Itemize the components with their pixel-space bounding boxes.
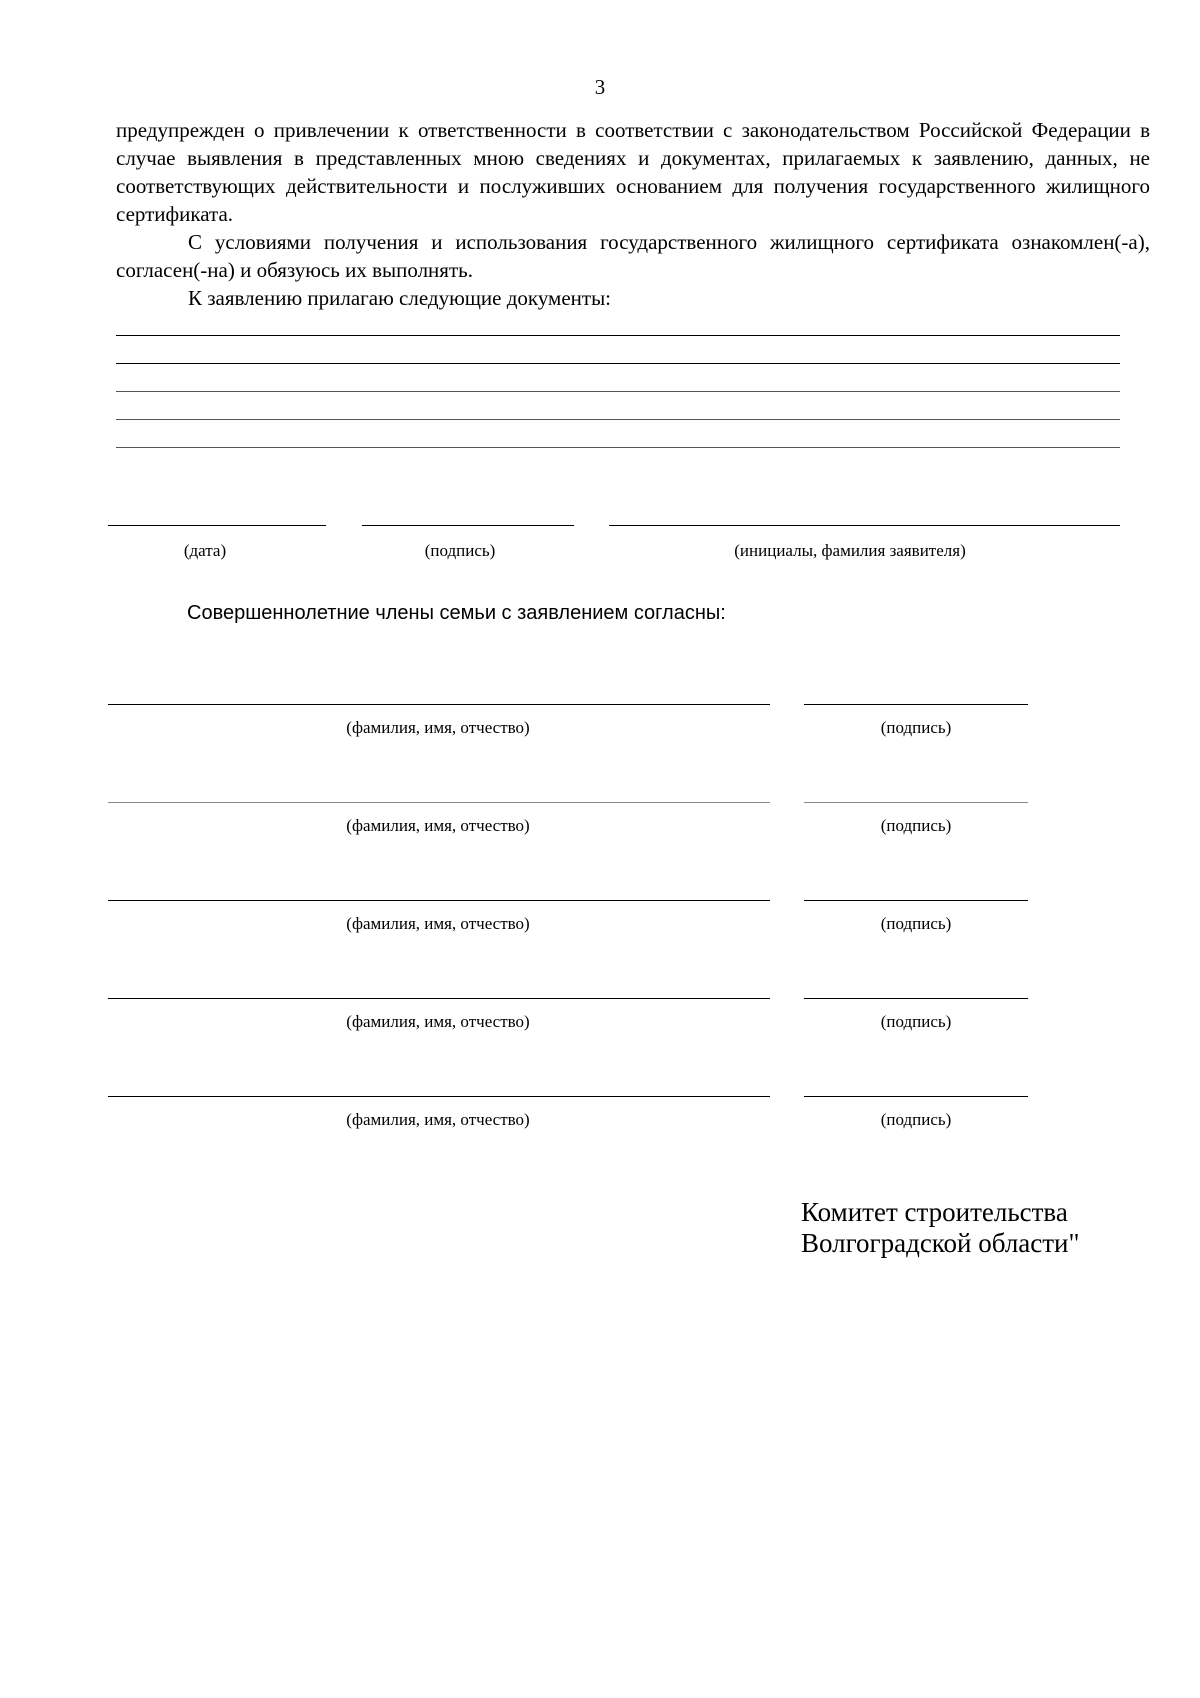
- applicant-name-line[interactable]: [609, 525, 1120, 526]
- family-member-name-line[interactable]: [108, 998, 770, 999]
- attachments-heading: К заявлению прилагаю следующие документы:: [188, 286, 612, 310]
- family-member-name-line[interactable]: [108, 900, 770, 901]
- attachment-line[interactable]: [116, 447, 1120, 448]
- applicant-name-caption: (инициалы, фамилия заявителя): [734, 541, 966, 560]
- attachment-line[interactable]: [116, 391, 1120, 392]
- family-member-name-caption: (фамилия, имя, отчество): [346, 718, 530, 737]
- date-caption: (дата): [183, 541, 227, 560]
- family-member-name-line[interactable]: [108, 802, 770, 803]
- family-member-signature-line[interactable]: [804, 704, 1028, 705]
- family-member-signature-line[interactable]: [804, 802, 1028, 803]
- family-member-signature-line[interactable]: [804, 900, 1028, 901]
- family-member-signature-line[interactable]: [804, 1096, 1028, 1097]
- family-member-signature-caption: (подпись): [880, 1110, 952, 1129]
- committee-line-2: Волгоградской области": [801, 1228, 1080, 1258]
- family-member-name-line[interactable]: [108, 704, 770, 705]
- family-member-name-caption: (фамилия, имя, отчество): [346, 816, 530, 835]
- date-line[interactable]: [108, 525, 326, 526]
- family-member-name-caption: (фамилия, имя, отчество): [346, 1110, 530, 1129]
- family-member-name-caption: (фамилия, имя, отчество): [346, 914, 530, 933]
- attachment-line[interactable]: [116, 363, 1120, 364]
- attachment-line[interactable]: [116, 335, 1120, 336]
- committee-line-1: Комитет строительства: [801, 1197, 1068, 1227]
- conditions-paragraph: С условиями получения и использования государственного жилищного сертификата ознакомлен(-а), согласен(-на) и обязуюсь их выполнять.: [116, 230, 1150, 282]
- liability-paragraph: предупрежден о привлечении к ответственности в соответствии с законодательством Российской Федерации в случае выявления в представленных мною сведениях и документах, прилагаемых к заявлению, данных, не соответствующих действительности и послуживших основанием для получения государственного жилищного сертификата.: [116, 118, 1150, 226]
- page-number: 3: [594, 75, 606, 99]
- family-member-signature-line[interactable]: [804, 998, 1028, 999]
- family-member-signature-caption: (подпись): [880, 718, 952, 737]
- signature-caption: (подпись): [424, 541, 496, 560]
- statement-text: [116, 116, 1150, 312]
- family-member-signature-caption: (подпись): [880, 914, 952, 933]
- family-consent-heading: Совершеннолетние члены семьи с заявлением согласны:: [187, 602, 726, 624]
- committee-signoff: [801, 1197, 1080, 1259]
- attachment-line[interactable]: [116, 419, 1120, 420]
- family-member-signature-caption: (подпись): [880, 1012, 952, 1031]
- family-member-name-line[interactable]: [108, 1096, 770, 1097]
- signature-line[interactable]: [362, 525, 574, 526]
- family-member-signature-caption: (подпись): [880, 816, 952, 835]
- family-member-name-caption: (фамилия, имя, отчество): [346, 1012, 530, 1031]
